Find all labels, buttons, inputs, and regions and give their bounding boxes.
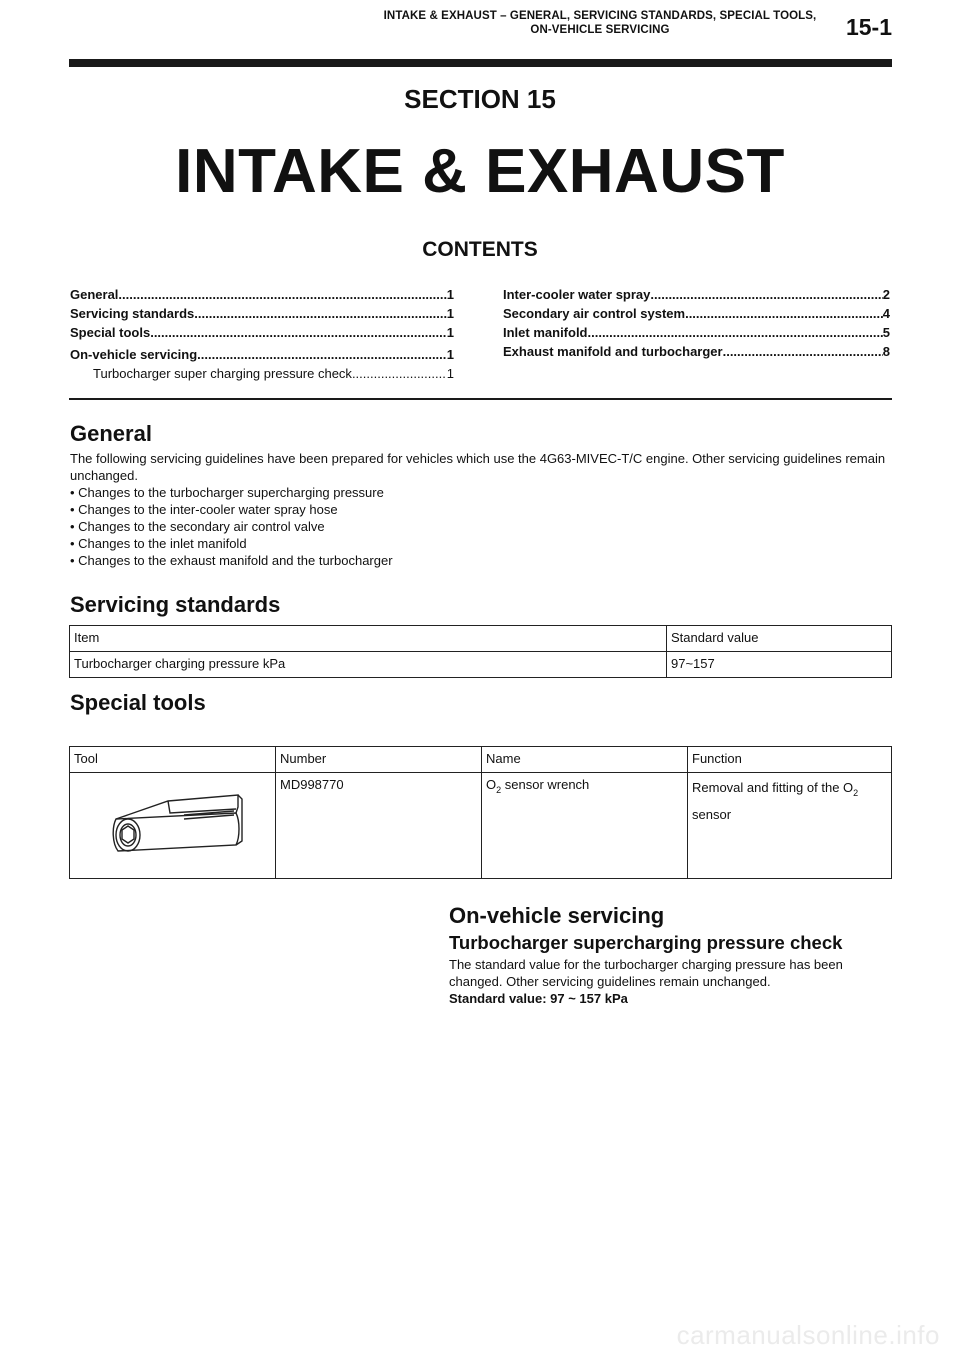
col-number-header: Number	[276, 747, 482, 773]
toc-dots	[723, 342, 883, 361]
pressure-check-subheading: Turbocharger supercharging pressure check	[449, 932, 843, 953]
toc-item-page: 1	[446, 366, 454, 381]
servicing-standards-heading: Servicing standards	[70, 592, 281, 617]
toc-item-label: Inter-cooler water spray	[503, 287, 651, 302]
toc-item-page: 4	[882, 306, 890, 321]
tool-number-cell: MD998770	[276, 773, 482, 879]
toc-item-page: 2	[882, 287, 890, 302]
tool-function-suffix: sensor	[692, 807, 732, 822]
row-item-cell: Turbocharger charging pressure kPa	[70, 652, 667, 678]
toc-dots	[588, 323, 883, 342]
header-title	[360, 9, 840, 37]
toc-item[interactable]	[70, 304, 454, 323]
main-title: INTAKE & EXHAUST	[175, 137, 785, 206]
toc-item-label: Secondary air control system	[503, 306, 686, 321]
table-header-row	[70, 747, 892, 773]
toc-item-label: Exhaust manifold and turbocharger	[503, 344, 723, 359]
general-intro: The following servicing guidelines have been prepared for vehicles which use the 4G63-MIVEC-T/C engine. Other servicing guidelines remain unchanged.	[70, 451, 886, 483]
toc-item-page: 1	[446, 347, 454, 362]
table-row	[70, 773, 892, 879]
toc-item-page: 1	[446, 325, 454, 340]
col-item-header: Item	[70, 626, 667, 652]
toc-item-label: General	[70, 287, 119, 302]
toc-item[interactable]	[503, 285, 890, 304]
row-value-cell: 97~157	[667, 652, 892, 678]
servicing-standards-table	[69, 625, 892, 678]
toc-dots	[197, 345, 447, 364]
toc-dots	[150, 323, 447, 342]
toc-item-label: Inlet manifold	[503, 325, 588, 340]
on-vehicle-text: The standard value for the turbocharger charging pressure has been changed. Other servicing guidelines remain unchanged.	[449, 957, 843, 989]
col-tool-header: Tool	[70, 747, 276, 773]
tool-function-prefix: Removal and fitting of the O	[692, 780, 854, 795]
general-list-item: • Changes to the secondary air control valve	[70, 519, 325, 534]
toc-item-label: On-vehicle servicing	[70, 347, 198, 362]
header-rule	[69, 59, 892, 67]
header-title-line1: INTAKE & EXHAUST – GENERAL, SERVICING STANDARDS, SPECIAL TOOLS,	[383, 10, 817, 22]
tool-function-subscript: 2	[853, 788, 859, 798]
table-header-row	[70, 626, 892, 652]
general-list-item: • Changes to the inlet manifold	[70, 536, 247, 551]
general-list-item: • Changes to the inter-cooler water spray hose	[70, 502, 338, 517]
toc-item[interactable]	[70, 285, 454, 304]
toc-item[interactable]	[70, 345, 454, 364]
tool-name-suffix: sensor wrench	[501, 777, 590, 792]
general-body	[70, 450, 890, 569]
o2-sensor-wrench-illustration	[88, 779, 258, 869]
general-list-item: • Changes to the exhaust manifold and the turbocharger	[70, 553, 393, 568]
general-heading: General	[70, 421, 152, 446]
page-number: 15-1	[845, 14, 892, 40]
toc-dots	[685, 304, 883, 323]
col-name-header: Name	[482, 747, 688, 773]
contents-divider	[69, 398, 892, 400]
toc-item-label: Special tools	[70, 325, 151, 340]
toc-item[interactable]	[503, 304, 890, 323]
toc-item-page: 1	[446, 287, 454, 302]
watermark: carmanualsonline.info	[676, 1320, 940, 1350]
header-title-line2: ON-VEHICLE SERVICING	[530, 24, 670, 36]
toc-item-page: 5	[882, 325, 890, 340]
toc-item-label: Turbocharger super charging pressure check	[93, 366, 352, 381]
toc-item-page: 8	[882, 344, 890, 359]
standard-value-text: Standard value: 97 ~ 157 kPa	[449, 991, 628, 1006]
col-function-header: Function	[688, 747, 892, 773]
toc-item[interactable]	[70, 323, 454, 342]
toc-dots	[352, 364, 447, 383]
special-tools-heading: Special tools	[70, 690, 206, 715]
section-label: SECTION 15	[404, 84, 556, 114]
toc-dots	[650, 285, 882, 304]
general-list-item: • Changes to the turbocharger supercharging pressure	[70, 485, 384, 500]
toc-item[interactable]	[503, 323, 890, 342]
col-value-header: Standard value	[667, 626, 892, 652]
special-tools-table	[69, 746, 892, 879]
toc-left-column	[70, 285, 454, 383]
on-vehicle-heading: On-vehicle servicing	[449, 903, 665, 928]
toc-item-label: Servicing standards	[70, 306, 195, 321]
toc-dots	[118, 285, 446, 304]
tool-function-cell	[688, 773, 892, 879]
toc-subitem[interactable]	[70, 364, 454, 383]
tool-name-prefix: O	[486, 777, 497, 792]
toc-item[interactable]	[503, 342, 890, 361]
on-vehicle-body	[449, 956, 889, 1007]
toc-item-page: 1	[446, 306, 454, 321]
contents-title: CONTENTS	[422, 238, 538, 261]
toc-right-column	[503, 285, 890, 361]
toc-dots	[194, 304, 446, 323]
tool-name-cell	[482, 773, 688, 879]
tool-name-subscript: 2	[496, 785, 502, 795]
table-row	[70, 652, 892, 678]
tool-illustration-cell	[70, 773, 276, 879]
